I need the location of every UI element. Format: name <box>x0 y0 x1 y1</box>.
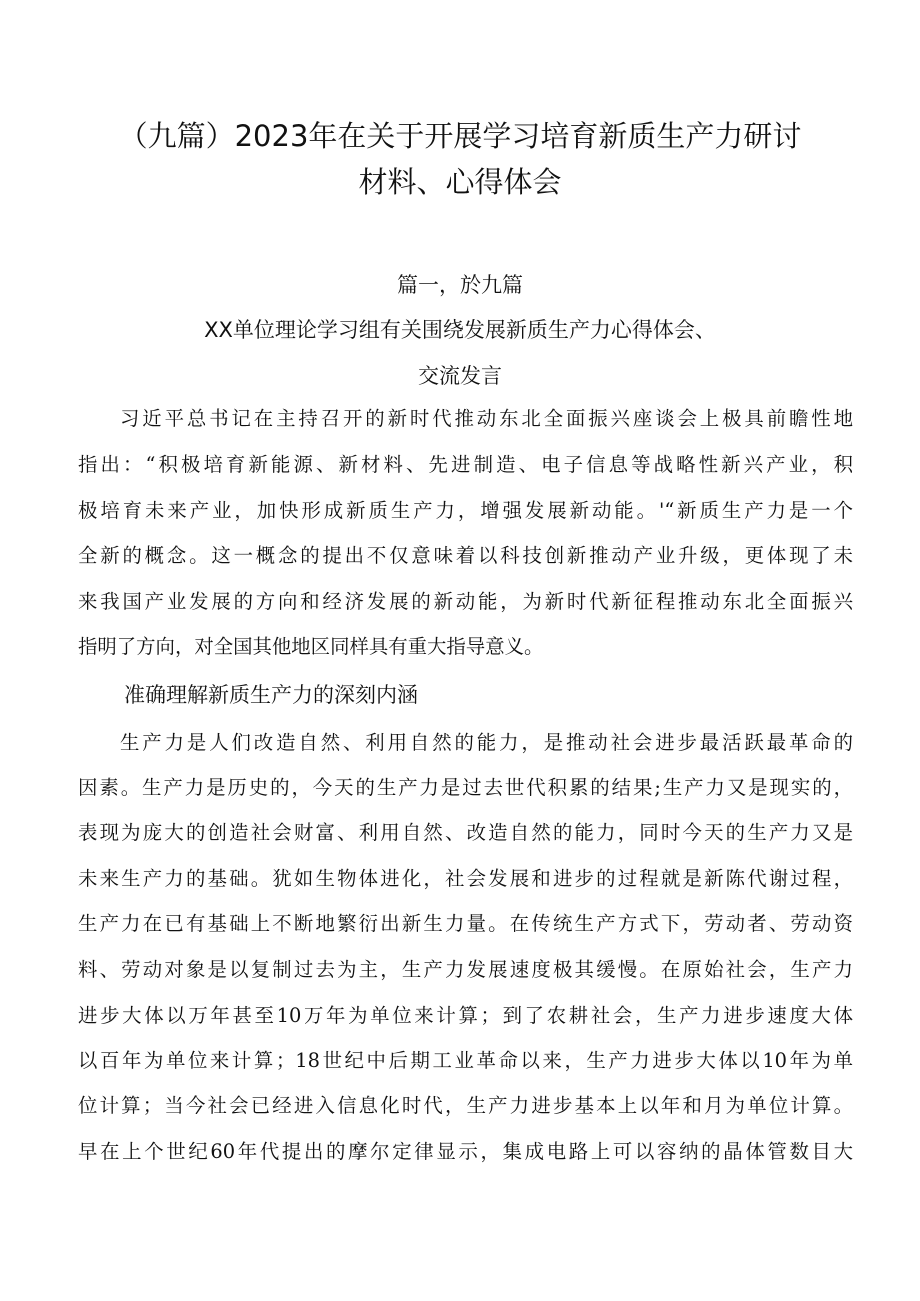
paragraph-1-line: 全新的概念。这一概念的提出不仅意味着以科技创新推动产业升级，更体现了未 <box>78 544 853 567</box>
paragraph-2-line: 位计算；当今社会已经进入信息化时代，生产力进步基本上以年和月为单位计算。 <box>78 1094 853 1117</box>
paragraph-2-line: 因素。生产力是历史的，今天的生产力是过去世代积累的结果;生产力又是现实的， <box>78 776 853 799</box>
section-label: 篇一，於九篇 <box>397 273 523 297</box>
subheading: 准确理解新质生产力的深刻内涵 <box>124 683 418 707</box>
paragraph-2-line: 进步大体以万年甚至10万年为单位来计算；到了农耕社会，生产力进步速度大体 <box>78 1004 853 1027</box>
paragraph-1-line: 来我国产业发展的方向和经济发展的新动能，为新时代新征程推动东北全面振兴 <box>78 590 853 613</box>
section-heading-line-2: 交流发言 <box>418 364 502 388</box>
document-title-line-1: （九篇）2023年在关于开展学习培育新质生产力研讨 <box>118 119 802 153</box>
paragraph-1-line: 指出：“积极培育新能源、新材料、先进制造、电子信息等战略性新兴产业，积 <box>78 453 853 476</box>
paragraph-1-line: 习近平总书记在主持召开的新时代推动东北全面振兴座谈会上极具前瞻性地 <box>120 407 853 430</box>
paragraph-1-line: 指明了方向，对全国其他地区同样具有重大指导意义。 <box>78 635 544 658</box>
document-title-line-2: 材料、心得体会 <box>358 165 562 199</box>
paragraph-2-line: 未来生产力的基础。犹如生物体进化，社会发展和进步的过程就是新陈代谢过程， <box>78 867 853 890</box>
paragraph-2-line: 早在上个世纪60年代提出的摩尔定律显示，集成电路上可以容纳的晶体管数目大 <box>78 1140 853 1163</box>
paragraph-2-line: 生产力是人们改造自然、利用自然的能力，是推动社会进步最活跃最革命的 <box>120 731 853 754</box>
paragraph-2-line: 以百年为单位来计算；18世纪中后期工业革命以来，生产力进步大体以10年为单 <box>78 1049 853 1072</box>
paragraph-2-line: 料、劳动对象是以复制过去为主，生产力发展速度极其缓慢。在原始社会，生产力 <box>78 958 853 981</box>
paragraph-1-line: 极培育未来产业，加快形成新质生产力，增强发展新动能。'“新质生产力是一个 <box>78 499 853 522</box>
section-heading-line-1: XX单位理论学习组有关围绕发展新质生产力心得体会、 <box>204 318 716 342</box>
paragraph-2-line: 表现为庞大的创造社会财富、利用自然、改造自然的能力，同时今天的生产力又是 <box>78 821 853 844</box>
paragraph-2-line: 生产力在已有基础上不断地繁衍出新生力量。在传统生产方式下，劳动者、劳动资 <box>78 912 853 935</box>
